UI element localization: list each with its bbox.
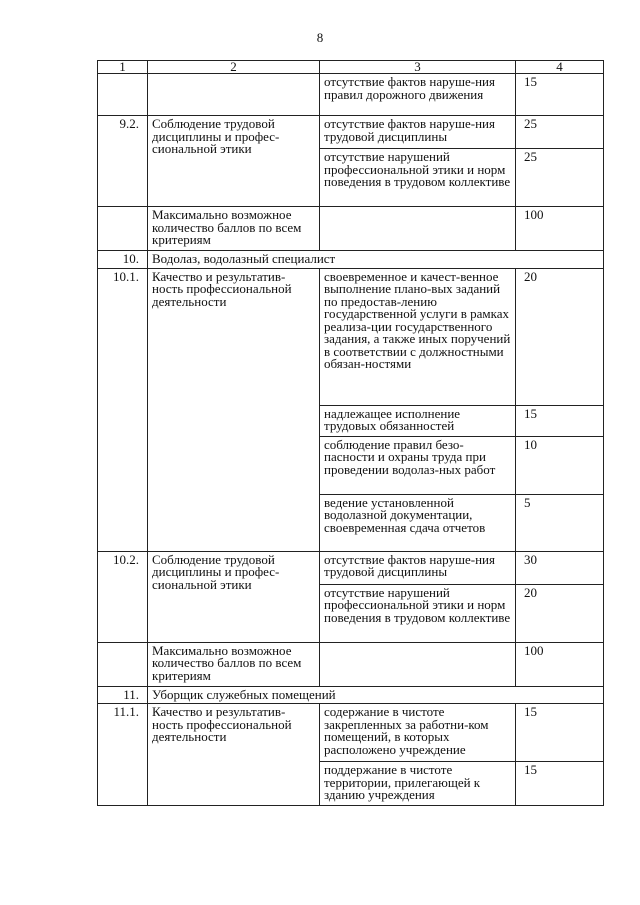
indicator-cell: Качество и результатив-ность профессиональной деятельности [148, 268, 320, 551]
section-number: 10. [98, 251, 148, 269]
section-title: Водолаз, водолазный специалист [148, 251, 604, 269]
section-number: 11. [98, 686, 148, 704]
page-number: 8 [316, 30, 324, 45]
criterion-cell: отсутствие фактов наруше-ния трудовой дисциплины [320, 116, 516, 149]
section-row [98, 251, 604, 269]
points-cell: 15 [516, 704, 604, 762]
table-row [98, 704, 604, 762]
criterion-cell: отсутствие нарушений профессиональной этики и норм поведения в трудовом коллективе [320, 149, 516, 207]
points-cell: 10 [516, 436, 604, 494]
criterion-cell: отсутствие фактов наруше-ния трудовой дисциплины [320, 551, 516, 584]
points-cell: 5 [516, 494, 604, 551]
criterion-cell: надлежащее исполнение трудовых обязанностей [320, 405, 516, 436]
table-row [98, 551, 604, 584]
row-number-cell [98, 207, 148, 251]
points-cell: 20 [516, 268, 604, 405]
row-number-cell: 11.1. [98, 704, 148, 806]
points-cell: 30 [516, 551, 604, 584]
points-cell: 20 [516, 584, 604, 642]
max-score-points: 100 [516, 207, 604, 251]
criterion-cell [320, 642, 516, 686]
points-cell: 15 [516, 74, 604, 116]
points-cell: 15 [516, 405, 604, 436]
criterion-cell [320, 207, 516, 251]
points-cell: 25 [516, 149, 604, 207]
row-number-cell [98, 74, 148, 116]
section-row [98, 686, 604, 704]
row-number-cell: 10.1. [98, 268, 148, 551]
criterion-cell: отсутствие нарушений профессиональной этики и норм поведения в трудовом коллективе [320, 584, 516, 642]
table-row [98, 642, 604, 686]
criterion-cell: соблюдение правил безо-пасности и охраны труда при проведении водолаз-ных работ [320, 436, 516, 494]
criterion-cell: отсутствие фактов наруше-ния правил дорожного движения [320, 74, 516, 116]
points-cell: 25 [516, 116, 604, 149]
header-col-1: 1 [98, 61, 148, 74]
max-score-label: Максимально возможное количество баллов по всем критериям [148, 642, 320, 686]
indicator-cell: Качество и результатив-ность профессиональной деятельности [148, 704, 320, 806]
table-row [98, 116, 604, 149]
header-col-3: 3 [320, 61, 516, 74]
header-col-4: 4 [516, 61, 604, 74]
table-row [98, 268, 604, 405]
max-score-label: Максимально возможное количество баллов по всем критериям [148, 207, 320, 251]
table-row [98, 207, 604, 251]
max-score-points: 100 [516, 642, 604, 686]
indicator-cell: Соблюдение трудовой дисциплины и профес-сиональной этики [148, 116, 320, 207]
criterion-cell: поддержание в чистоте территории, прилегающей к зданию учреждения [320, 762, 516, 806]
criterion-cell: содержание в чистоте закрепленных за работни-ком помещений, в которых расположено учреждение [320, 704, 516, 762]
indicator-cell: Соблюдение трудовой дисциплины и профес-сиональной этики [148, 551, 320, 642]
indicator-cell [148, 74, 320, 116]
criterion-cell: своевременное и качест-венное выполнение плано-вых заданий по предостав-лению государственной услуги в рамках реализа-ции государственного задания, а также иных поручений в соответствии с должностными обязан-ностями [320, 268, 516, 405]
section-title: Уборщик служебных помещений [148, 686, 604, 704]
table-header-row [98, 61, 604, 74]
criteria-table [97, 60, 604, 806]
table-row [98, 74, 604, 116]
row-number-cell [98, 642, 148, 686]
row-number-cell: 10.2. [98, 551, 148, 642]
row-number-cell: 9.2. [98, 116, 148, 207]
criterion-cell: ведение установленной водолазной документации, своевременная сдача отчетов [320, 494, 516, 551]
points-cell: 15 [516, 762, 604, 806]
header-col-2: 2 [148, 61, 320, 74]
